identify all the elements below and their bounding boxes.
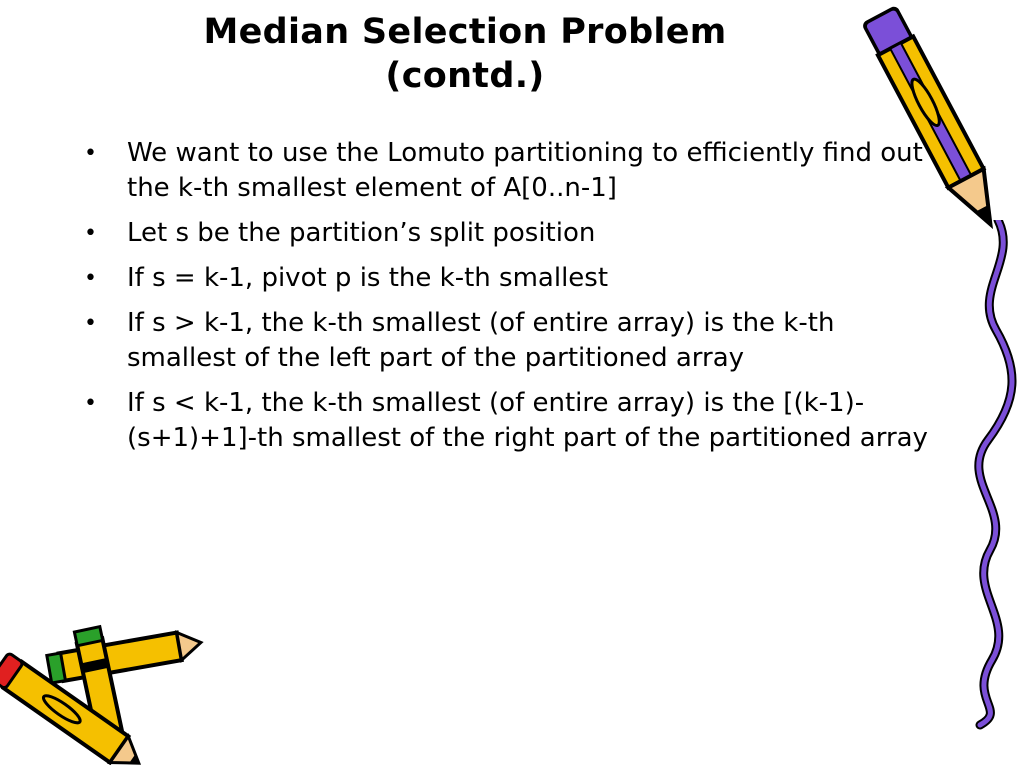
bullet-dot: • (84, 141, 97, 166)
bullet-dot: • (84, 221, 97, 246)
pencil-icon (860, 0, 1010, 250)
crayons-icon (0, 615, 210, 765)
bullet-text: Let s be the partition’s split position (127, 218, 596, 248)
bullet-dot: • (84, 311, 97, 336)
bullet-text: If s < k-1, the k-th smallest (of entire array) is the [(k-1)-(s+1)+1]-th smallest of the right part of the partitioned array (127, 388, 928, 453)
bullet-dot: • (84, 266, 97, 291)
bullet-text: We want to use the Lomuto partitioning to efficiently find out the k-th smallest element of A[0..n-1] (127, 138, 923, 203)
title-line-1: Median Selection Problem (203, 12, 727, 52)
bullet-text: If s = k-1, pivot p is the k-th smallest (127, 263, 609, 293)
bullet-text: If s > k-1, the k-th smallest (of entire array) is the k-th smallest of the left part of the partitioned array (127, 308, 835, 373)
bullet-item (84, 306, 934, 376)
slide-title (120, 10, 810, 98)
bullet-item (84, 216, 934, 251)
bullet-item (84, 136, 934, 206)
bullet-list (84, 136, 934, 466)
bullet-item (84, 386, 934, 456)
bullet-dot: • (84, 391, 97, 416)
title-line-2: (contd.) (385, 56, 545, 96)
bullet-item (84, 261, 934, 296)
squiggle-line (968, 220, 1024, 730)
